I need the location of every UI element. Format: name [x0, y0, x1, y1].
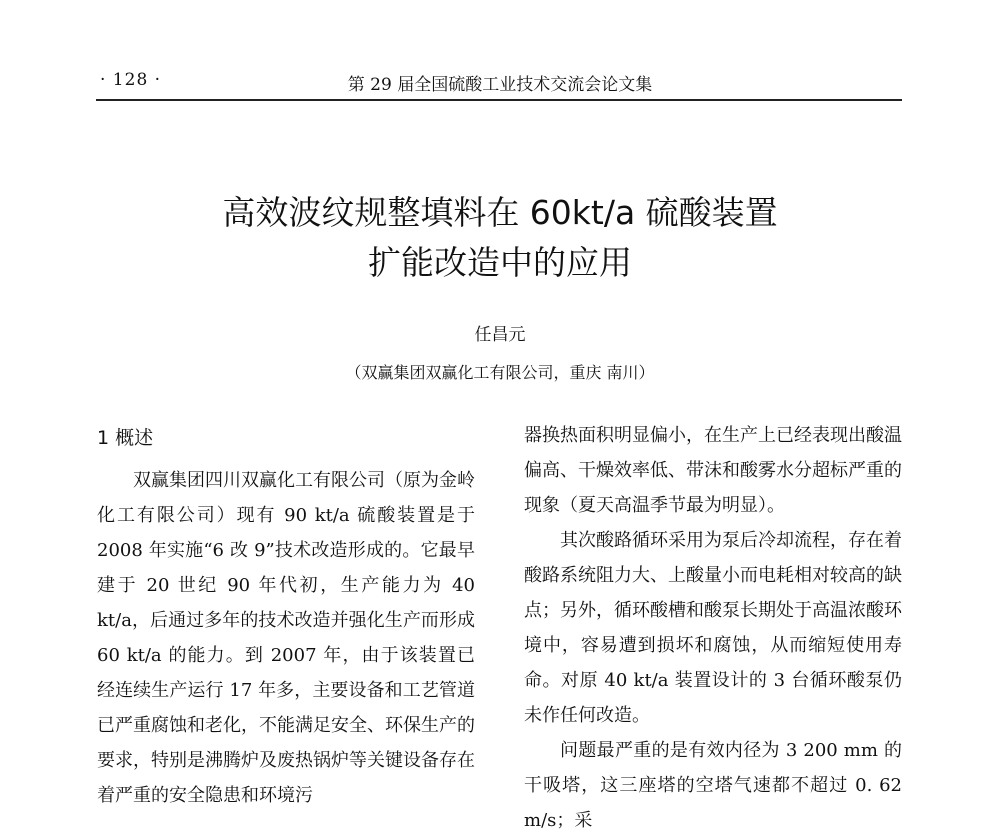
author-affiliation: （双赢集团双赢化工有限公司，重庆 南川） — [345, 363, 655, 382]
body-paragraph: 其次酸路循环采用为泵后冷却流程，存在着酸路系统阻力大、上酸量小而电耗相对较高的缺点；另外，循环酸槽和酸泵长期处于高温浓酸环境中，容易遭到损坏和腐蚀，从而缩短使用寿命。对原 40 kt/a 装置设计的 3 台循环酸泵仍未作任何改造。 — [524, 530, 902, 726]
left-column — [97, 418, 475, 813]
body-paragraph: 问题最严重的是有效内径为 3 200 mm 的干吸塔，这三座塔的空塔气速都不超过 0. 62 m/s；采 — [524, 740, 902, 831]
body-paragraph-continued: 器换热面积明显偏小，在生产上已经表现出酸温偏高、干燥效率低、带沫和酸雾水分超标严重的现象（夏天高温季节最为明显）。 — [524, 425, 902, 516]
page-number: · 128 · — [100, 70, 162, 90]
header-rule — [96, 99, 902, 101]
body-paragraph: 双赢集团四川双赢化工有限公司（原为金岭化工有限公司）现有 90 kt/a 硫酸装置是于 2008 年实施“6 改 9”技术改造形成的。它最早建于 20 世纪 90 年代初，生产能力为 40 kt/a，后通过多年的技术改造并强化生产而形成 60 kt/a 的能力。到 2007 年，由于该装置已经连续生产运行 17 年多，主要设备和工艺管道已严重腐蚀和老化，不能满足安全、环保生产的要求，特别是沸腾炉及废热锅炉等关键设备存在着严重的安全隐患和环境污 — [97, 470, 475, 806]
title-line-2: 扩能改造中的应用 — [368, 243, 632, 282]
running-header: 第 29 届全国硫酸工业技术交流会论文集 — [347, 75, 653, 95]
author-name: 任昌元 — [474, 325, 526, 345]
right-column — [524, 418, 902, 838]
article-title — [0, 188, 1000, 288]
section-heading: 1 概述 — [97, 427, 154, 449]
title-line-1: 高效波纹规整填料在 60kt/a 硫酸装置 — [222, 193, 778, 232]
